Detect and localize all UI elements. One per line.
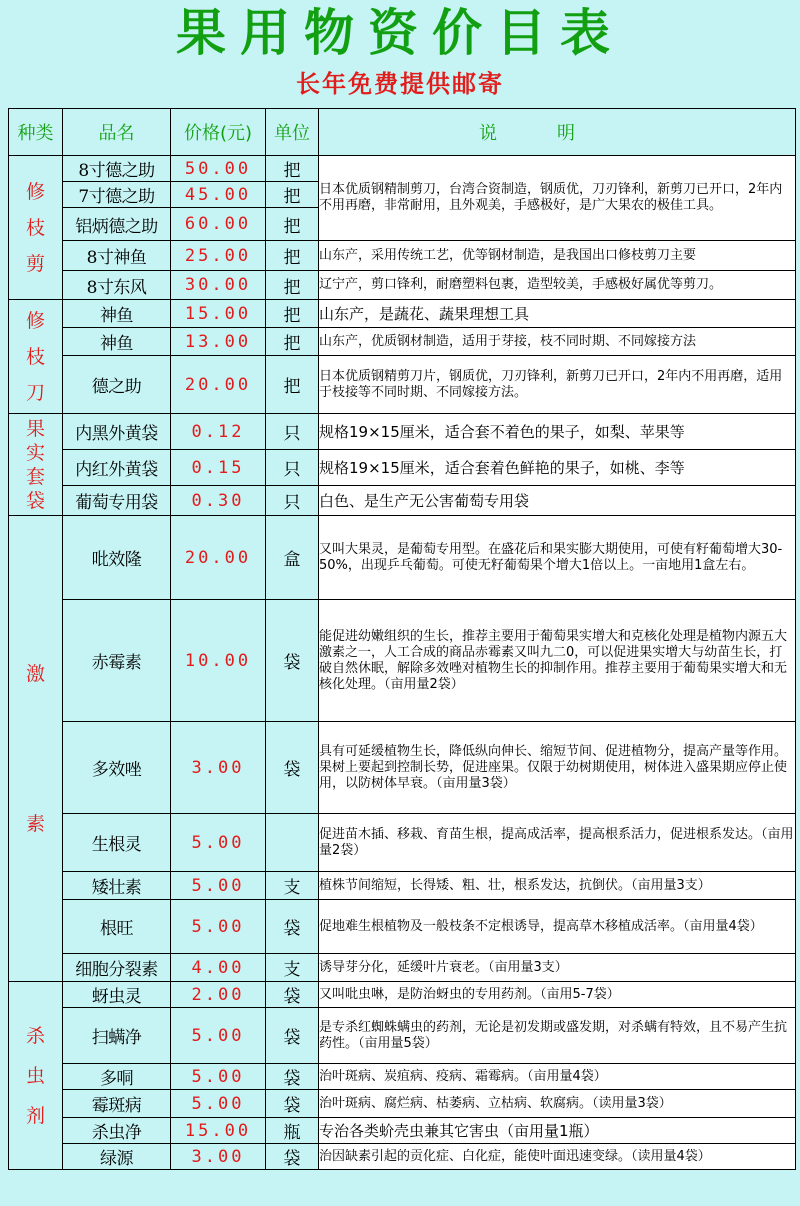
price-table (8, 108, 796, 1170)
item-unit: 盒 (266, 516, 319, 600)
header-name: 品名 (63, 109, 171, 156)
item-name: 根旺 (63, 900, 171, 954)
item-name: 扫螨净 (63, 1008, 171, 1064)
item-unit: 把 (266, 208, 319, 241)
item-desc: 治叶斑病、炭疽病、疫病、霜霉病。（亩用量4袋） (319, 1064, 796, 1090)
table-row (9, 600, 796, 722)
item-desc: 白色、是生产无公害葡萄专用袋 (319, 486, 796, 516)
category-label: 激素 (25, 662, 45, 835)
item-price: 5.00 (171, 900, 266, 954)
table-row (9, 1090, 796, 1118)
item-desc: 专治各类蚧壳虫兼其它害虫（亩用量1瓶） (319, 1118, 796, 1144)
item-unit: 瓶 (266, 1118, 319, 1144)
table-row (9, 814, 796, 872)
item-name: 德之助 (63, 356, 171, 414)
category-cell (9, 300, 63, 414)
item-desc: 具有可延缓植物生长，降低纵向伸长、缩短节间、促进植物分，提高产量等作用。果树上要起到控制长势，促进座果。仅限于幼树期使用，树体进入盛果期应停止使用，以防树体早衰。（亩用量3袋） (319, 722, 796, 814)
category-cell (9, 516, 63, 982)
item-price: 20.00 (171, 516, 266, 600)
item-desc: 日本优质钢精剪刀片，钢质优，刀刃锋利，新剪刀已开口，2年内不用再磨，适用于枝接等不同时期、不同嫁接方法。 (319, 356, 796, 414)
category-cell (9, 982, 63, 1170)
item-price: 0.12 (171, 414, 266, 450)
item-unit: 袋 (266, 1064, 319, 1090)
category-cell (9, 414, 63, 516)
item-unit: 把 (266, 271, 319, 300)
item-unit: 只 (266, 414, 319, 450)
table-row (9, 1064, 796, 1090)
item-price: 13.00 (171, 328, 266, 356)
item-unit: 把 (266, 241, 319, 271)
item-unit: 把 (266, 156, 319, 182)
table-row (9, 1118, 796, 1144)
page-title: 果用物资价目表 (176, 3, 624, 62)
item-price: 2.00 (171, 982, 266, 1008)
item-desc: 规格19×15厘米，适合套不着色的果子，如梨、苹果等 (319, 414, 796, 450)
header-desc: 说明 (319, 109, 796, 156)
item-desc: 治因缺素引起的贡化症、白化症，能使叶面迅速变绿。（读用量4袋） (319, 1144, 796, 1170)
item-price: 0.15 (171, 450, 266, 486)
table-row (9, 982, 796, 1008)
table-row (9, 450, 796, 486)
item-price: 50.00 (171, 156, 266, 182)
item-name: 绿源 (63, 1144, 171, 1170)
table-row (9, 872, 796, 900)
item-price: 60.00 (171, 208, 266, 241)
item-price: 0.30 (171, 486, 266, 516)
item-desc: 又叫大果灵，是葡萄专用型。在盛花后和果实膨大期使用，可使有籽葡萄增大30-50%，出现乒乓葡萄。可使无籽葡萄果个增大1倍以上。一亩地用1盒左右。 (319, 516, 796, 600)
item-unit: 袋 (266, 1090, 319, 1118)
item-unit (266, 814, 319, 872)
item-price: 3.00 (171, 1144, 266, 1170)
item-name: 神鱼 (63, 328, 171, 356)
item-desc: 日本优质钢精制剪刀，台湾合资制造，钢质优，刀刃锋利，新剪刀已开口，2年内不用再磨，非常耐用，且外观美，手感极好，是广大果农的极佳工具。 (319, 156, 796, 241)
item-price: 20.00 (171, 356, 266, 414)
item-name: 细胞分裂素 (63, 954, 171, 982)
category-cell (9, 156, 63, 300)
table-header-row (9, 109, 796, 156)
table-row (9, 356, 796, 414)
item-desc: 能促进幼嫩组织的生长，推荐主要用于葡萄果实增大和克核化处理是植物内源五大激素之一，人工合成的商品赤霉素又叫九二0，可以促进果实增大与幼苗生长，打破自然休眠，解除多效唑对植物生长的抑制作用。推荐主要用于葡萄果实增大和无核化处理。（亩用量2袋） (319, 600, 796, 722)
item-name: 多哃 (63, 1064, 171, 1090)
table-row (9, 156, 796, 182)
item-name: 赤霉素 (63, 600, 171, 722)
category-label: 修枝剪 (25, 180, 45, 275)
item-name: 铝炳德之助 (63, 208, 171, 241)
item-price: 5.00 (171, 1008, 266, 1064)
item-price: 4.00 (171, 954, 266, 982)
table-row (9, 900, 796, 954)
item-name: 生根灵 (63, 814, 171, 872)
item-unit: 把 (266, 182, 319, 208)
item-name: 蚜虫灵 (63, 982, 171, 1008)
item-desc: 治叶斑病、腐烂病、枯萎病、立枯病、软腐病。（读用量3袋） (319, 1090, 796, 1118)
item-name: 内黑外黄袋 (63, 414, 171, 450)
table-row (9, 241, 796, 271)
item-name: 8寸德之助 (63, 156, 171, 182)
item-unit: 袋 (266, 722, 319, 814)
item-desc: 是专杀红蜘蛛螨虫的药剂，无论是初发期或盛发期，对杀螨有特效，且不易产生抗药性。（亩用量5袋） (319, 1008, 796, 1064)
item-name: 神鱼 (63, 300, 171, 328)
item-name: 内红外黄袋 (63, 450, 171, 486)
item-name: 杀虫净 (63, 1118, 171, 1144)
page-subtitle: 长年免费提供邮寄 (296, 70, 504, 98)
item-name: 8寸东风 (63, 271, 171, 300)
category-label: 杀虫剂 (25, 1024, 45, 1127)
header-unit: 单位 (266, 109, 319, 156)
table-row (9, 1008, 796, 1064)
item-price: 15.00 (171, 1118, 266, 1144)
table-row (9, 300, 796, 328)
item-unit: 把 (266, 356, 319, 414)
table-row (9, 954, 796, 982)
item-unit: 袋 (266, 982, 319, 1008)
item-desc: 山东产，优质钢材制造，适用于芽接，枝不同时期、不同嫁接方法 (319, 328, 796, 356)
table-row (9, 328, 796, 356)
item-name: 多效唑 (63, 722, 171, 814)
item-name: 霉斑病 (63, 1090, 171, 1118)
item-price: 3.00 (171, 722, 266, 814)
item-unit: 把 (266, 300, 319, 328)
item-unit: 袋 (266, 900, 319, 954)
item-unit: 袋 (266, 600, 319, 722)
item-name: 葡萄专用袋 (63, 486, 171, 516)
table-row (9, 414, 796, 450)
item-price: 5.00 (171, 1064, 266, 1090)
item-price: 5.00 (171, 872, 266, 900)
item-unit: 支 (266, 954, 319, 982)
table-row (9, 271, 796, 300)
item-desc: 植株节间缩短，长得矮、粗、壮，根系发达，抗倒伏。（亩用量3支） (319, 872, 796, 900)
item-desc: 促地难生根植物及一般枝条不定根诱导，提高草木移植成活率。（亩用量4袋） (319, 900, 796, 954)
header-price: 价格(元) (171, 109, 266, 156)
item-price: 45.00 (171, 182, 266, 208)
item-unit: 支 (266, 872, 319, 900)
item-desc: 山东产，是蔬花、蔬果理想工具 (319, 300, 796, 328)
item-name: 吡效隆 (63, 516, 171, 600)
item-price: 10.00 (171, 600, 266, 722)
item-desc: 辽宁产，剪口锋利，耐磨塑料包裹，造型较美，手感极好属优等剪刀。 (319, 271, 796, 300)
table-row (9, 486, 796, 516)
item-unit: 只 (266, 486, 319, 516)
item-unit: 袋 (266, 1008, 319, 1064)
table-row (9, 516, 796, 600)
item-price: 30.00 (171, 271, 266, 300)
table-row (9, 1144, 796, 1170)
item-name: 矮壮素 (63, 872, 171, 900)
item-desc: 又叫吡虫啉，是防治蚜虫的专用药剂。（亩用5-7袋） (319, 982, 796, 1008)
item-desc: 规格19×15厘米，适合套着色鲜艳的果子，如桃、李等 (319, 450, 796, 486)
item-unit: 只 (266, 450, 319, 486)
item-desc: 诱导芽分化，延缓叶片衰老。（亩用量3支） (319, 954, 796, 982)
category-label: 果实套袋 (25, 417, 45, 512)
item-price: 15.00 (171, 300, 266, 328)
item-name: 7寸德之助 (63, 182, 171, 208)
item-desc: 山东产，采用传统工艺，优等钢材制造，是我国出口修枝剪刀主要 (319, 241, 796, 271)
item-unit: 把 (266, 328, 319, 356)
header-category: 种类 (9, 109, 63, 156)
item-price: 5.00 (171, 1090, 266, 1118)
item-desc: 促进苗木插、移栽、育苗生根，提高成活率，提高根系活力，促进根系发达。（亩用量2袋） (319, 814, 796, 872)
item-price: 25.00 (171, 241, 266, 271)
item-unit: 袋 (266, 1144, 319, 1170)
table-row (9, 722, 796, 814)
item-price: 5.00 (171, 814, 266, 872)
item-name: 8寸神鱼 (63, 241, 171, 271)
category-label: 修枝刀 (25, 309, 45, 404)
